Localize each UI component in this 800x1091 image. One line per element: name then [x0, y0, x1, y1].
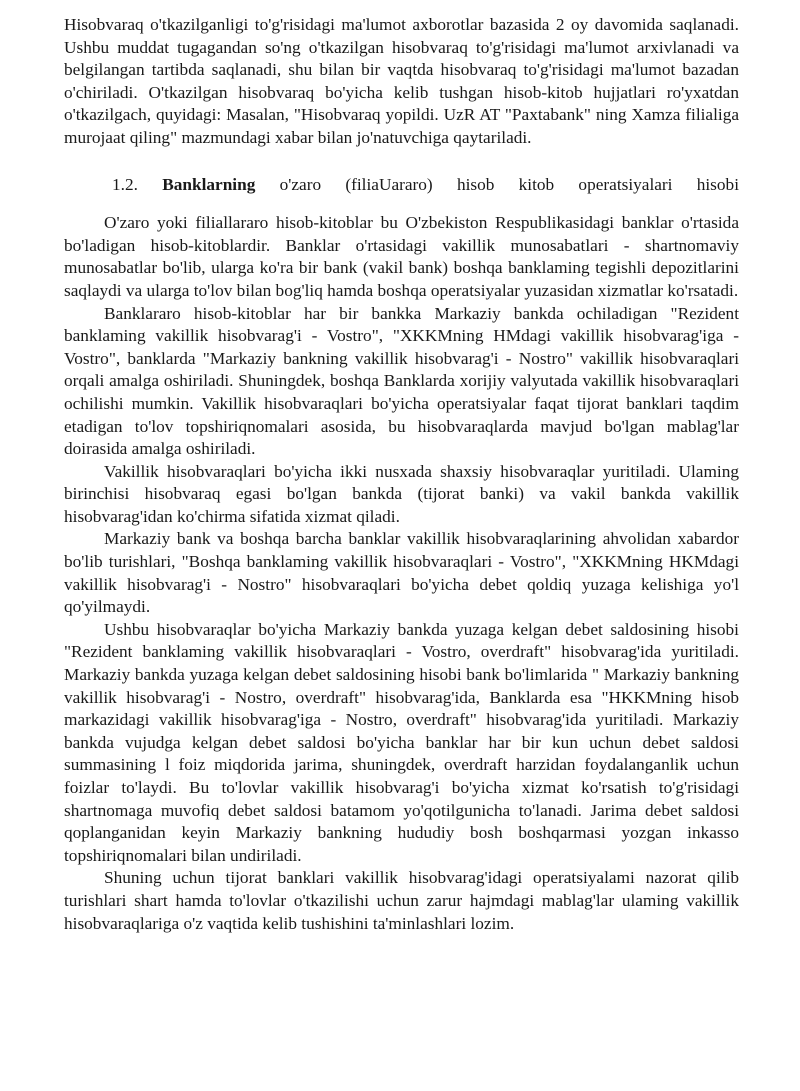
paragraph-2: Banklararo hisob-kitoblar har bir bankka Markaziy bankda ochiladigan "Rezident banklaming vakillik hisobvarag'i - Vostro", "XKKMning HMdagi vakillik hisobvarag'iga - Vostro", banklarda "Markaziy bankning vakillik hisobvarag'i - Nostro" vakillik hisobvaraqlari orqali amalga oshiriladi. Shuningdek, boshqa Banklarda xorijiy valyutada vakillik hisobvaraqlari ochilishi mumkin. Vakillik hisobvaraqlari bo'yicha operatsiyalar faqat tijorat banklari taqdim etadigan to'lov topshiriqnomalari asosida, bu hisobvaraqlarda mavjud bo'lgan mablag'lar doirasida amalga oshiriladi. — [64, 303, 739, 459]
section-title-bold: Banklarning — [162, 174, 256, 194]
section-heading — [64, 174, 739, 197]
paragraph-3: Vakillik hisobvaraqlari bo'yicha ikki nusxada shaxsiy hisobvaraqlar yuritiladi. Ulaming birinchisi hisobvaraq egasi bo'lgan bankda (tijorat banki) va vakil bankda vakillik hisobvarag'idan ko'chirma sifatida xizmat qiladi. — [64, 461, 739, 526]
paragraph-5: Ushbu hisobvaraqlar bo'yicha Markaziy bankda yuzaga kelgan debet saldosining hisobi "Rezident banklaming vakillik hisobvaraqlari - Vostro, overdraft" hisobvarag'ida yuritiladi. Markaziy bankda yuzaga kelgan debet saldosining hisobi bank bo'limlarida " Markaziy bankning vakillik hisobvarag'i - Nostro, overdraft" hisobvarag'ida, Banklarda esa "HKKMning hisob markazidagi vakillik hisobvarag'iga - Nostro, overdraft" hisobvarag'ida yuritiladi. Markaziy bankda vujudga kelgan debet saldosi bo'yicha banklar har bir kun uchun debet saldosi summasining l foiz miqdorida jarima, shuningdek, overdraft harzidan foydalanganlik uchun foizlar to'laydi. Bu to'lovlar vakillik hisobvarag'i bo'yicha xizmat ko'rsatish to'g'risidagi shartnomaga muvofiq debet saldosi batamom yo'qotilgunicha to'lanadi. Jarima debet saldosi qoplanganidan keyin Markaziy bankning hududiy bosh boshqarmasi yozgan inkasso topshiriqnomalari bilan undiriladi. — [64, 619, 739, 865]
paragraph-intro: Hisobvaraq o'tkazilganligi to'g'risidagi ma'lumot axborotlar bazasida 2 oy davomida saqlanadi. Ushbu muddat tugagandan so'ng o'tkazilgan hisobvaraq to'g'risidagi ma'lumot arxivlanadi va belgilangan tartibda saqlanadi, shu bilan bir vaqtda hisobvaraq to'g'risidagi ma'lumot bazadan o'chiriladi. O'tkazilgan hisobvaraq bo'yicha kelib tushgan hisob-kitob hujjatlari ro'yxatdan o'tkazilgach, quyidagi: Masalan, "Hisobvaraq yopildi. UzR AT "Paxtabank" ning Xamza filialiga murojaat qiling" mazmundagi xabar bilan jo'natuvchiga qaytariladi. — [64, 15, 739, 147]
paragraph-1: O'zaro yoki filiallararo hisob-kitoblar bu O'zbekiston Respublikasidagi banklar o'rtasida bo'ladigan hisob-kitoblardir. Banklar o'rtasidagi vakillik munosabatlari - shartnomaviy munosabatlar bo'lib, ularga ko'ra bir bank (vakil bank) boshqa banklaming tegishli depozitlarini saqlaydi va ularga to'lov bilan bog'liq hamda boshqa operatsiyalar yuzasidan xizmatlar ko'rsatadi. — [64, 213, 739, 300]
paragraph-4: Markaziy bank va boshqa barcha banklar vakillik hisobvaraqlarining ahvolidan xabardor bo'lib turishlari, "Boshqa banklaming vakillik hisobvaraqlari - Vostro", "XKKMning HKMdagi vakillik hisobvarag'i - Nostro" hisobvaraqlari bo'yicha debet qoldiq yuzaga kelishiga yo'l qo'yilmaydi. — [64, 529, 739, 617]
paragraph-6: Shuning uchun tijorat banklari vakillik hisobvarag'idagi operatsiyalami nazorat qilib turishlari shart hamda to'lovlar o'tkazilishi uchun zarur hajmdagi mablag'lar ulaming vakillik hisobvaraqlariga o'z vaqtida kelib tushishini ta'minlashlari lozim. — [64, 868, 739, 933]
section-title-rest: o'zaro (filiaUararo) hisob kitob operatsiyalari hisobi — [279, 174, 739, 194]
document-page — [64, 14, 739, 935]
section-number: 1.2. — [112, 174, 138, 194]
